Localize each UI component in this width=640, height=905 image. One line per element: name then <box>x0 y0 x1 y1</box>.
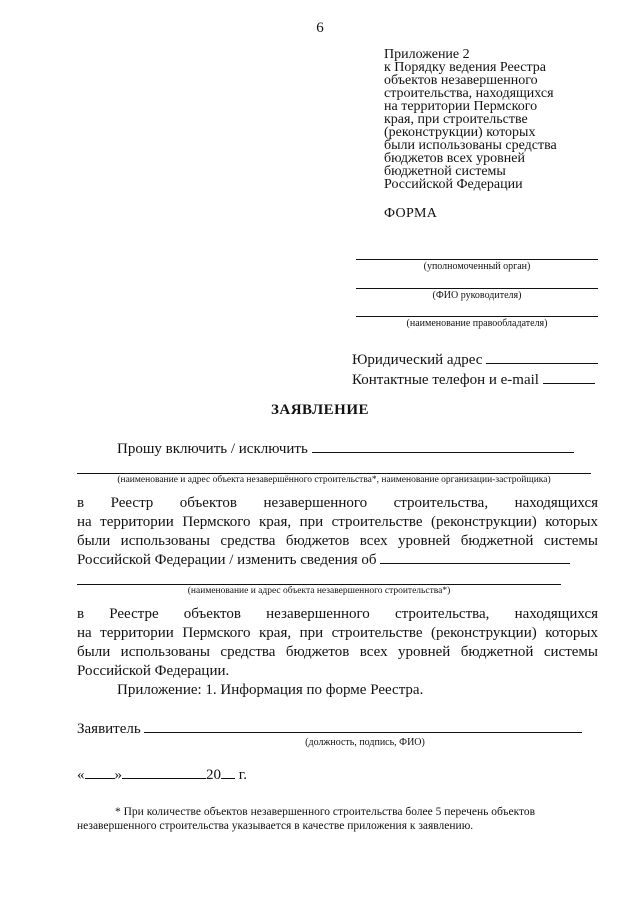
applicant-caption: (должность, подпись, ФИО) <box>305 737 425 748</box>
year-suffix: г. <box>238 767 247 783</box>
object-caption-2: (наименование и адрес объекта незавершенного строительства*) <box>187 586 451 596</box>
appendix-line: Приложение 2 <box>384 47 470 62</box>
legal-address-row <box>352 351 598 369</box>
paragraph-line: в Реестре объектов незавершенного строительства, находящихся <box>77 606 598 622</box>
appendix-line: строительства, находящихся <box>384 86 554 101</box>
paragraph-line <box>77 551 598 570</box>
attachment-line: Приложение: 1. Информация по форме Реестра. <box>117 682 424 698</box>
date-close-quote: » <box>114 767 122 783</box>
applicant-field[interactable] <box>144 720 582 733</box>
appendix-line: бюджетов всех уровней <box>384 151 525 166</box>
legal-address-field[interactable] <box>486 351 598 364</box>
form-label: ФОРМА <box>384 206 438 221</box>
object-caption: (наименование и адрес объекта незавершённого строительства*, наименование организации-застройщика) <box>117 475 551 485</box>
appendix-line: на территории Пермского <box>384 99 538 114</box>
contact-row <box>352 371 595 389</box>
page-number: 6 <box>316 20 324 36</box>
appendix-line: были использованы средства <box>384 138 557 153</box>
contact-label: Контактные телефон и e-mail <box>352 372 539 388</box>
day-field[interactable] <box>85 766 115 779</box>
paragraph-line: в Реестр объектов незавершенного строительства, находящихся <box>77 495 598 511</box>
year-prefix: 20 <box>206 767 221 783</box>
appendix-line: (реконструкции) которых <box>384 125 536 140</box>
authority-field[interactable] <box>356 259 598 272</box>
legal-address-label: Юридический адрес <box>352 352 483 368</box>
request-row <box>117 440 574 458</box>
paragraph-line-text: Российской Федерации / изменить сведения об <box>77 552 377 568</box>
paragraph-line: на территории Пермского края, при строительстве (реконструкции) которых <box>77 514 598 530</box>
object-line-2[interactable] <box>77 584 561 585</box>
applicant-label: Заявитель <box>77 721 141 737</box>
appendix-line: края, при строительстве <box>384 112 528 127</box>
paragraph-line: были использованы средства бюджетов всех уровней бюджетной системы <box>77 533 598 549</box>
head-name-field[interactable] <box>356 288 598 301</box>
object-line[interactable] <box>77 473 591 474</box>
request-field[interactable] <box>312 440 574 453</box>
appendix-line: бюджетной системы <box>384 164 506 179</box>
request-prompt: Прошу включить / исключить <box>117 441 308 457</box>
contact-field[interactable] <box>543 371 595 384</box>
appendix-line: Российской Федерации <box>384 177 523 192</box>
appendix-line: к Порядку ведения Реестра <box>384 60 546 75</box>
holder-field[interactable] <box>356 316 598 329</box>
appendix-line: объектов незавершенного <box>384 73 538 88</box>
authority-caption: (уполномоченный орган) <box>423 261 531 272</box>
head-name-caption: (ФИО руководителя) <box>432 290 522 301</box>
paragraph-line: Российской Федерации. <box>77 663 230 679</box>
document-title: ЗАЯВЛЕНИЕ <box>270 402 370 418</box>
holder-caption: (наименование правообладателя) <box>406 318 548 329</box>
month-field[interactable] <box>122 766 206 779</box>
paragraph-line: на территории Пермского края, при строительстве (реконструкции) которых <box>77 625 598 641</box>
footnote: * При количестве объектов незавершенного строительства более 5 перечень объектов незавершенного строительства указывается в качестве приложения к заявлению. <box>77 806 536 832</box>
date-row <box>77 766 247 784</box>
applicant-row <box>77 720 582 738</box>
change-object-field[interactable] <box>380 551 570 564</box>
date-open-quote: « <box>77 767 85 783</box>
paragraph-line: были использованы средства бюджетов всех уровней бюджетной системы <box>77 644 598 660</box>
year-field[interactable] <box>221 766 235 779</box>
appendix-header <box>384 48 624 191</box>
